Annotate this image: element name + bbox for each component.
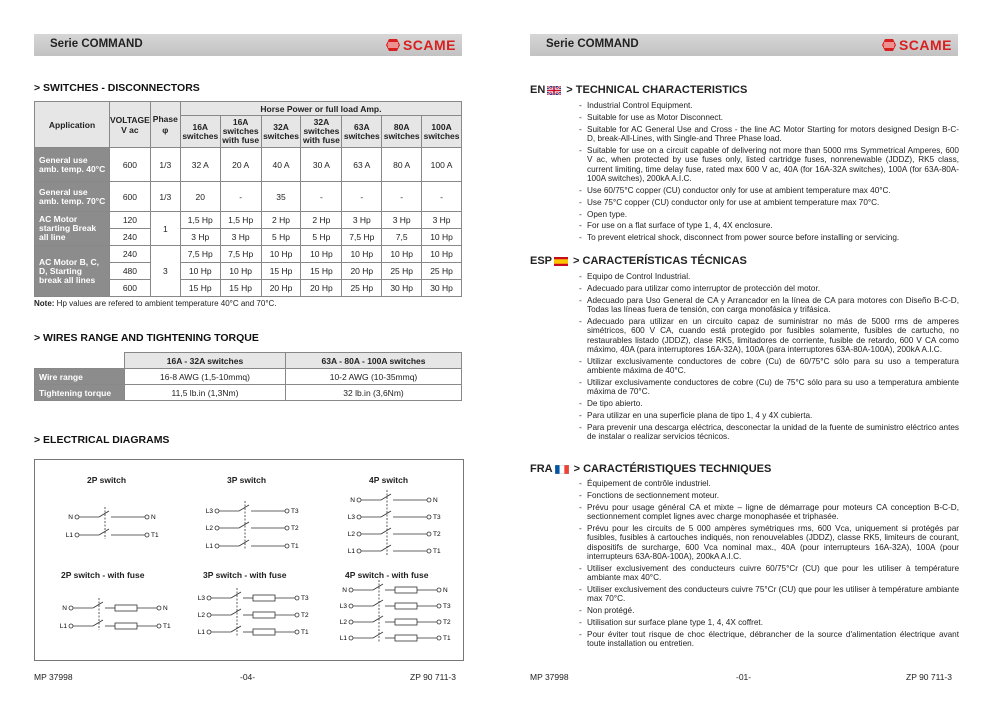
list-item: - Use 75°C copper (CU) conductor only for use at ambient temperature max 70°C. [579,198,959,207]
list-item: - Para prevenir una descarga eléctrica, desconectar la unidad de la fuente de suministro eléctrico antes de instalar o realizar servicios técnicos. [579,423,959,442]
value-cell: 30 Hp [422,280,462,297]
list-item: - Prévu pour usage général CA et mixte – ligne de démarrage pour moteurs CA conception B-C-D, sectionnement complet lignes avec charge monophasée et triphasée. [579,503,959,522]
terminal [285,544,289,548]
list-item: - Fonctions de sectionnement moteur. [579,491,959,500]
footer-page-number: -01- [736,672,752,682]
diagram-wire [231,626,241,632]
list-item: - Suitable for use on a circuit capable of delivering not more than 5000 rms Symmetrical Amperes, 600 V ac, when protected by use fuses only, listed cartridge fuses, nonrenewable (JDDZ), RK5 class, current limiting, time delay fuse, rated max 600 V ac, 40A (for 16A-32A switches), 100A (for 63A-80A-100A switches), 200kA A.I.C. [579,146,959,183]
list-item: - De tipo abierto. [579,399,959,408]
footer-right: ZP 90 711-3 [906,672,952,682]
value-cell: 2 Hp [261,212,301,229]
application-cell: General use amb. temp. 40°C [35,148,110,182]
value-cell: 10 Hp [261,246,301,263]
wire-range-a: 16-8 AWG (1,5-10mmq) [125,369,286,385]
fr-list [579,479,959,651]
terminal-label: T1 [301,629,309,636]
list-item: - Suitable for AC General Use and Cross - the line AC Motor Starting for motors designed Design B-C-D, break-All-Lines, with Single-and Three Phase load. [579,125,959,144]
terminal-label: L2 [347,531,355,538]
terminal-label: L1 [59,623,67,630]
terminal [349,636,353,640]
list-item: - Utiliser exclusivement des conducteurs cuivre 75°Cr (CU) que pour les utiliser à température ambiante max 70°C. [579,585,959,604]
col-header: 32A switches with fuse [301,116,342,148]
application-cell: AC Motor B, C, D, Starting break all lines [35,246,110,297]
phase-cell: 3 [150,246,180,297]
value-cell: 15 Hp [301,263,342,280]
terminal [285,509,289,513]
list-item: - Adecuado para utilizar en un circuito capaz de suministrar no más de 5000 rms de amperes simétricos, 600 V CA, cuando está protegido por fusibles solamente, fusibles de cartucho, no restaurables listado (JDDZ), clase RK5, limitadores de corriente, fusible de retardo, 600 V CA como máximo, 40A (para interruptores 16A-32A), 100A (para interruptores 63A-80A-100A), 200kA A.I.C. [579,317,959,354]
switches-table [34,101,462,297]
terminal [207,630,211,634]
terminal [427,549,431,553]
torque-label: Tightening torque [35,385,125,401]
diagram-wire [231,609,241,615]
value-cell: 10 Hp [382,246,422,263]
diagram-wire [231,592,241,598]
fuse [253,595,275,601]
phase-cell: 1 [150,212,180,246]
wires-corner [35,353,125,369]
value-cell: 20 [180,182,220,212]
phase-cell: 1/3 [150,148,180,182]
terminal-label: N [62,605,67,612]
terminal-label: L3 [197,595,205,602]
value-cell: 30 Hp [382,280,422,297]
terminal-label: T1 [443,635,451,642]
terminal [357,549,361,553]
diagram-wire [373,600,383,606]
terminal [285,526,289,530]
value-cell: 5 Hp [301,229,342,246]
wire-range-b: 10-2 AWG (10-35mmq) [286,369,462,385]
footer-left: MP 37998 [34,672,73,682]
col-phase: Phase φ [150,102,180,148]
voltage-cell: 600 [110,280,151,297]
voltage-cell: 120 [110,212,151,229]
fuse [395,619,417,625]
col-header: 16A switches [180,116,220,148]
spain-flag-icon [554,257,568,266]
col-application: Application [35,102,110,148]
value-cell: 7,5 Hp [220,246,261,263]
scame-logo [386,37,456,53]
terminal-label: L3 [339,603,347,610]
terminal-label: L1 [65,532,73,539]
diagram-3p-title: 3P switch [227,475,267,485]
list-item: - Suitable for use as Motor Disconnect. [579,113,959,122]
terminal-label: L1 [205,543,213,550]
france-flag-icon [555,465,569,474]
col-group: Horse Power or full load Amp. [180,102,461,116]
terminal [215,526,219,530]
terminal-label: T1 [433,548,441,555]
value-cell: 80 A [382,148,422,182]
list-item: - Adecuado para Uso General de CA y Arrancador en la línea de CA para motores con Diseño B-C-D, Todas las líneas fuera de tensión, con carga monofásica y trifásica. [579,296,959,315]
diagram-wire [373,632,383,638]
brand-name: SCAME [898,37,952,53]
diagram-wire [93,620,103,626]
scame-logo-icon [882,39,896,51]
list-item: - Équipement de contrôle industriel. [579,479,959,488]
uk-flag-icon [547,86,561,95]
series-title: Serie COMMAND [50,38,143,50]
fr-lang: FRA [530,463,553,475]
terminal [69,606,73,610]
terminal [215,544,219,548]
terminal [207,596,211,600]
terminal-label: T2 [433,531,441,538]
value-cell: 15 Hp [261,263,301,280]
application-cell: General use amb. temp. 70°C [35,182,110,212]
terminal [357,498,361,502]
terminal [157,624,161,628]
terminal [157,606,161,610]
value-cell: 3 Hp [180,229,220,246]
diagram-wire [239,522,249,528]
value-cell: 20 Hp [342,263,382,280]
value-cell: 20 Hp [301,280,342,297]
value-cell: 10 Hp [180,263,220,280]
terminal [215,509,219,513]
col-header: 32A switches [261,116,301,148]
application-cell: AC Motor starting Break all line [35,212,110,246]
es-title: > CARACTERÍSTICAS TÉCNICAS [573,255,747,267]
electrical-diagrams [34,459,464,661]
terminal [437,636,441,640]
wire-range-label: Wire range [35,369,125,385]
terminal-label: N [151,514,156,521]
terminal [357,532,361,536]
en-list [579,101,959,245]
value-cell: 7,5 Hp [180,246,220,263]
value-cell: 35 [261,182,301,212]
terminal-label: N [342,587,347,594]
voltage-cell: 240 [110,246,151,263]
diagrams-title: > ELECTRICAL DIAGRAMS [34,434,170,446]
diagram-2p-fuse-title: 2P switch - with fuse [61,570,145,580]
diagram-wire [99,511,109,517]
terminal-label: T1 [151,532,159,539]
value-cell: 3 Hp [422,212,462,229]
torque-b: 32 lb.in (3,6Nm) [286,385,462,401]
fr-heading [530,463,771,475]
terminal [295,596,299,600]
voltage-cell: 240 [110,229,151,246]
fuse [395,587,417,593]
list-item: - Utilisation sur surface plane type 1, 4, 4X coffret. [579,618,959,627]
terminal [75,515,79,519]
diagram-wire [373,584,383,590]
terminal-label: T1 [163,623,171,630]
terminal-label: L2 [197,612,205,619]
col-header: 63A switches [342,116,382,148]
terminal-label: N [433,497,438,504]
list-item: - For use on a flat surface of type 1, 4, 4X enclosure. [579,221,959,230]
list-item: - Utilizar exclusivamente conductores de cobre (Cu) de 75°C sólo para su uso a temperatura ambiente máxima de 70°C. [579,378,959,397]
value-cell: 15 Hp [180,280,220,297]
fr-title: > CARACTÉRISTIQUES TECHNIQUES [573,463,772,475]
terminal [145,515,149,519]
diagram-wire [239,505,249,511]
voltage-cell: 600 [110,182,151,212]
brand-name: SCAME [402,37,456,53]
terminal-label: L1 [197,629,205,636]
diagram-wire [239,540,249,546]
col-header: 80A switches [382,116,422,148]
terminal-label: N [443,587,448,594]
diagram-3p-fuse-title: 3P switch - with fuse [203,570,287,580]
list-item: - Use 60/75°C copper (CU) conductor only for use at ambient temperature max 40°C. [579,186,959,195]
diagram-drawings [35,460,463,660]
col-voltage: VOLTAGE V ac [110,102,151,148]
value-cell: 2 Hp [301,212,342,229]
value-cell: 25 Hp [422,263,462,280]
diagram-2p-title: 2P switch [87,475,127,485]
terminal-label: T3 [433,514,441,521]
voltage-cell: 600 [110,148,151,182]
footer-right: ZP 90 711-3 [410,672,456,682]
value-cell: 10 Hp [422,246,462,263]
col-header: 100A switches [422,116,462,148]
terminal [437,604,441,608]
terminal-label: L3 [205,508,213,515]
terminal [349,588,353,592]
terminal [349,620,353,624]
scame-logo-icon [386,39,400,51]
terminal-label: L3 [347,514,355,521]
value-cell: 20 A [220,148,261,182]
list-item: - Utilizar exclusivamente conductores de cobre (Cu) de 60/75°C sólo para su uso a temperatura ambiente máxima de 40°C. [579,357,959,376]
terminal [75,533,79,537]
page-header [530,34,958,56]
scame-logo [882,37,952,53]
diagram-wire [381,545,391,551]
col-header: 16A switches with fuse [220,116,261,148]
terminal-label: T2 [301,612,309,619]
diagram-wire [99,529,109,535]
terminal-label: N [68,514,73,521]
list-item: - To prevent eletrical shock, disconnect from power source before installing or servicing. [579,233,959,242]
footer-page-number: -04- [240,672,256,682]
diagram-wire [373,616,383,622]
terminal [207,613,211,617]
terminal [69,624,73,628]
fuse [253,612,275,618]
list-item: - Non protégé. [579,606,959,615]
table-note [34,299,277,308]
wires-title: > WIRES RANGE AND TIGHTENING TORQUE [34,332,259,344]
terminal [427,532,431,536]
footer-left: MP 37998 [530,672,569,682]
list-item: - Prévu pour les circuits de 5 000 ampères symétriques rms, 600 Vca, uniquement si protégés par fusibles, fusibles à cartouches indiqués, non renouvelables (JDDZ), classe RK5, limiteurs de courant, dispositifs de surcharge, 600 Vca nominal max., 40A (pour interrupteurs 16A-32A), 100A (pour interrupteurs 63A-80A-100A), 200kA A.I.C. [579,524,959,561]
terminal-label: T2 [291,525,299,532]
value-cell: 25 Hp [342,280,382,297]
value-cell: 63 A [342,148,382,182]
es-list [579,272,959,444]
value-cell: 10 Hp [422,229,462,246]
value-cell: 10 Hp [220,263,261,280]
page-header [34,34,462,56]
terminal-label: L2 [205,525,213,532]
value-cell: 3 Hp [342,212,382,229]
terminal-label: T3 [443,603,451,610]
value-cell: 100 A [422,148,462,182]
diagram-wire [381,511,391,517]
terminal-label: N [350,497,355,504]
value-cell: 5 Hp [261,229,301,246]
list-item: - Industrial Control Equipment. [579,101,959,110]
torque-a: 11,5 lb.in (1,3Nm) [125,385,286,401]
terminal [427,498,431,502]
es-heading [530,255,747,267]
terminal [295,630,299,634]
diagram-4p-fuse-title: 4P switch - with fuse [345,570,429,580]
fuse [115,605,137,611]
switches-title: > SWITCHES - DISCONNECTORS [34,82,200,94]
voltage-cell: 480 [110,263,151,280]
value-cell: 3 Hp [220,229,261,246]
list-item: - Open type. [579,210,959,219]
diagram-wire [381,494,391,500]
wires-h1: 16A - 32A switches [125,353,286,369]
list-item: - Utiliser exclusivement des conducteurs cuivre 60/75°Cr (CU) que pour les utiliser à température ambiante max 40°C. [579,564,959,583]
note-text: Hp values are refered to ambient temperature 40°C and 70°C. [54,299,277,308]
value-cell: - [301,182,342,212]
wires-table [34,352,462,401]
value-cell: 1,5 Hp [180,212,220,229]
value-cell: 3 Hp [382,212,422,229]
fuse [253,629,275,635]
fuse [115,623,137,629]
phase-cell: 1/3 [150,182,180,212]
terminal [295,613,299,617]
value-cell: 10 Hp [342,246,382,263]
value-cell: 10 Hp [301,246,342,263]
list-item: - Equipo de Control Industrial. [579,272,959,281]
en-title: > TECHNICAL CHARACTERISTICS [566,84,748,96]
list-item: - Adecuado para utilizar como interruptor de protección del motor. [579,284,959,293]
terminal-label: L1 [339,635,347,642]
value-cell: 15 Hp [220,280,261,297]
value-cell: 7,5 [382,229,422,246]
terminal [357,515,361,519]
terminal [349,604,353,608]
en-lang: EN [530,84,546,96]
terminal-label: N [163,605,168,612]
wires-h2: 63A - 80A - 100A switches [286,353,462,369]
right-page [496,0,992,701]
terminal [437,620,441,624]
value-cell: - [382,182,422,212]
value-cell: 1,5 Hp [220,212,261,229]
terminal [437,588,441,592]
terminal [145,533,149,537]
terminal-label: L2 [339,619,347,626]
diagram-wire [93,602,103,608]
es-lang: ESP [530,255,553,267]
note-label: Note: [34,299,55,308]
en-heading [530,84,747,96]
diagram-wire [381,528,391,534]
value-cell: 32 A [180,148,220,182]
value-cell: 30 A [301,148,342,182]
fuse [395,603,417,609]
value-cell: 20 Hp [261,280,301,297]
value-cell: - [342,182,382,212]
value-cell: 7,5 Hp [342,229,382,246]
value-cell: - [422,182,462,212]
terminal-label: T1 [291,543,299,550]
terminal-label: L1 [347,548,355,555]
terminal-label: T3 [291,508,299,515]
value-cell: 40 A [261,148,301,182]
series-title: Serie COMMAND [546,38,639,50]
terminal-label: T2 [443,619,451,626]
diagram-4p-title: 4P switch [369,475,409,485]
value-cell: - [220,182,261,212]
terminal-label: T3 [301,595,309,602]
value-cell: 25 Hp [382,263,422,280]
terminal [427,515,431,519]
list-item: - Para utilizar en una superficie plana de tipo 1, 4 y 4X cubierta. [579,411,959,420]
fuse [395,635,417,641]
list-item: - Pour éviter tout risque de choc électrique, débrancher de la source d'alimentation électrique avant toute installation ou entretien. [579,630,959,649]
